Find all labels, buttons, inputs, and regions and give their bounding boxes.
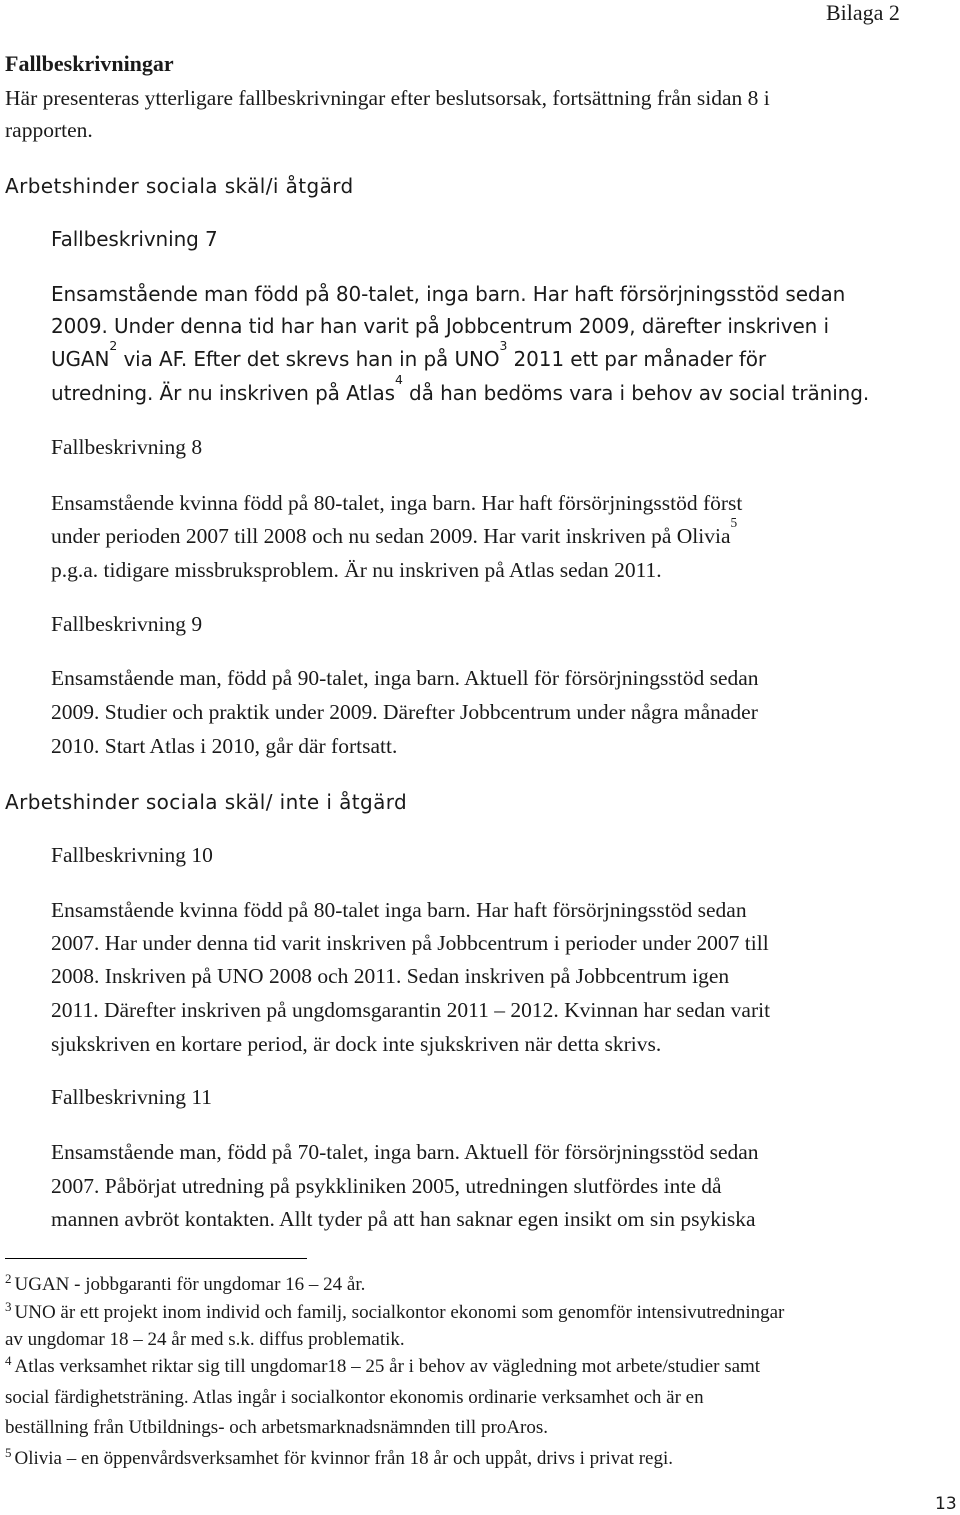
case-7-line-4-end: då han bedöms vara i behov av social träning. [402,381,870,405]
case-7-line-3 [51,337,767,371]
footnote-separator [5,1258,307,1259]
footnote-4-line-2: social färdighetsträning. Atlas ingår i socialkontor ekonomis ordinarie verksamhet och är en [5,1387,704,1408]
section-heading-in-measure: Arbetshinder sociala skäl/i åtgärd [5,174,354,198]
case-10-line-1: Ensamstående kvinna född på 80-talet inga barn. Har haft försörjningsstöd sedan [51,898,747,922]
intro-line-2: rapporten. [5,118,93,142]
footnote-number: 2 [5,1271,12,1286]
footnote-ref-5[interactable]: 5 [730,514,738,530]
footnote-3-line-2: av ungdomar 18 – 24 år med s.k. diffus problematik. [5,1329,405,1350]
footnote-ref-3[interactable]: 3 [499,337,508,353]
case-10-line-3: 2008. Inskriven på UNO 2008 och 2011. Sedan inskriven på Jobbcentrum igen [51,964,730,988]
case-8-line-1: Ensamstående kvinna född på 80-talet, inga barn. Har haft försörjningsstöd först [51,491,743,515]
page-title: Fallbeskrivningar [5,51,174,76]
footnote-ref-2[interactable]: 2 [109,337,118,353]
intro-line-1: Här presenteras ytterligare fallbeskrivningar efter beslutsorsak, fortsättning från sidan 8 i [5,86,770,110]
case-8-line-2 [51,514,738,548]
case-10-line-2: 2007. Har under denna tid varit inskriven på Jobbcentrum i perioder under 2007 till [51,931,769,955]
case-10-line-5: sjukskriven en kortare period, är dock inte sjukskriven när detta skrivs. [51,1032,662,1056]
case-9-title: Fallbeskrivning 9 [51,612,203,636]
case-7-line-4-start: utredning. Är nu inskriven på Atlas [51,381,395,405]
footnote-text: UGAN - jobbgaranti för ungdomar 16 – 24 år. [14,1274,366,1295]
case-9-line-3: 2010. Start Atlas i 2010, går där fortsatt. [51,734,398,758]
footnote-text: Atlas verksamhet riktar sig till ungdomar18 – 25 år i behov av vägledning mot arbete/studier samt [14,1356,761,1377]
case-7-line-1: Ensamstående man född på 80-talet, inga barn. Har haft försörjningsstöd sedan [51,282,846,306]
footnote-3 [5,1299,785,1323]
case-8-line-3: p.g.a. tidigare missbruksproblem. Är nu inskriven på Atlas sedan 2011. [51,558,662,582]
footnote-4-line-3: beställning från Utbildnings- och arbetsmarknadsnämnden till proAros. [5,1417,548,1438]
case-9-line-2: 2009. Studier och praktik under 2009. Därefter Jobbcentrum under några månader [51,700,758,724]
footnote-number: 3 [5,1299,12,1314]
footnote-text: UNO är ett projekt inom individ och familj, socialkontor ekonomi som genomför intensivutredningar [14,1302,785,1323]
case-11-line-3: mannen avbröt kontakten. Allt tyder på att han saknar egen insikt om sin psykiska [51,1207,756,1231]
case-7-line-3-end: 2011 ett par månader för [507,347,767,371]
appendix-label: Bilaga 2 [826,0,900,25]
footnote-ref-4[interactable]: 4 [395,371,403,387]
case-10-line-4: 2011. Därefter inskriven på ungdomsgarantin 2011 – 2012. Kvinnan har sedan varit [51,998,771,1022]
case-9-line-1: Ensamstående man, född på 90-talet, inga barn. Aktuell för försörjningsstöd sedan [51,666,759,690]
case-8-line-2-text: under perioden 2007 till 2008 och nu sedan 2009. Har varit inskriven på Olivia [51,524,731,548]
case-10-title: Fallbeskrivning 10 [51,843,213,867]
footnote-text: Olivia – en öppenvårdsverksamhet för kvinnor från 18 år och uppåt, drivs i privat regi. [14,1448,673,1469]
case-11-title: Fallbeskrivning 11 [51,1085,213,1109]
case-7-title: Fallbeskrivning 7 [51,227,218,251]
footnote-number: 4 [5,1353,12,1368]
footnote-5 [5,1445,673,1469]
footnote-2 [5,1271,366,1295]
case-8-title: Fallbeskrivning 8 [51,435,203,459]
footnote-4 [5,1353,761,1377]
case-7-line-4 [51,371,870,405]
section-heading-not-in-measure: Arbetshinder sociala skäl/ inte i åtgärd [5,790,408,814]
case-11-line-1: Ensamstående man, född på 70-talet, inga barn. Aktuell för försörjningsstöd sedan [51,1140,759,1164]
footnote-number: 5 [5,1445,12,1460]
case-7-ugan: UGAN [51,347,110,371]
case-7-line-2: 2009. Under denna tid har han varit på Jobbcentrum 2009, därefter inskriven i [51,314,829,338]
page-number: 13 [935,1494,957,1514]
case-11-line-2: 2007. Påbörjat utredning på psykkliniken 2005, utredningen slutfördes inte då [51,1174,722,1198]
case-7-line-3-mid: via AF. Efter det skrevs han in på UNO [117,347,500,371]
